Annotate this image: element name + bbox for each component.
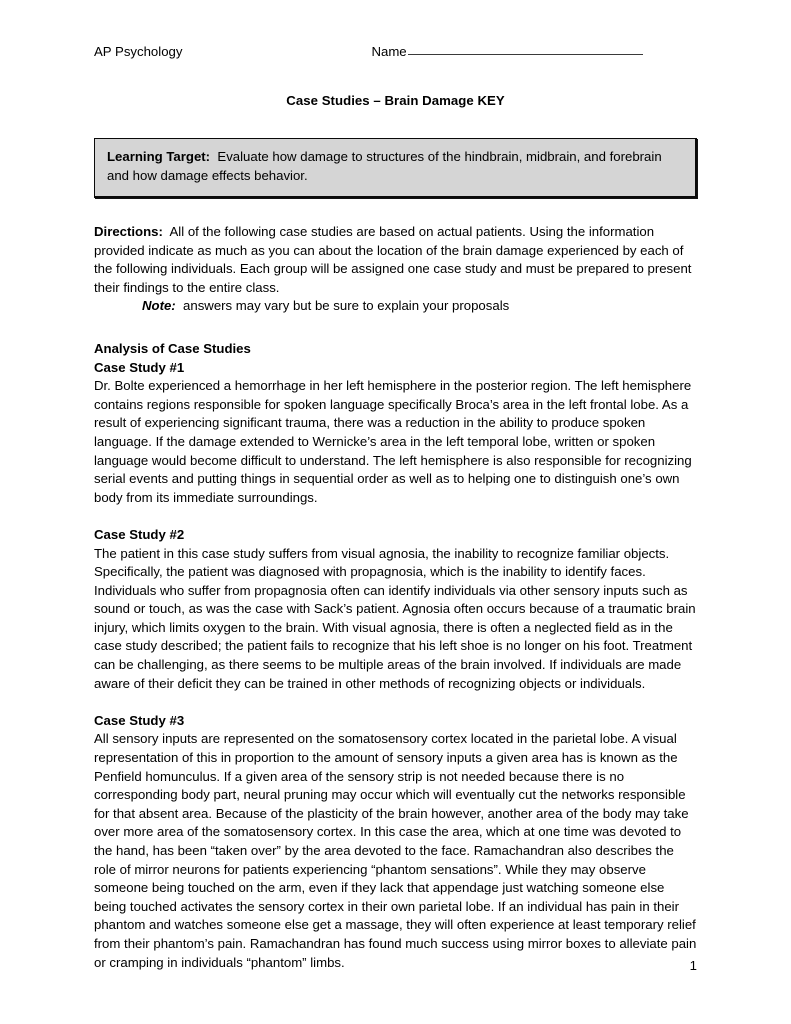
name-label: Name — [371, 44, 407, 59]
case-study-3-body: All sensory inputs are represented on the somatosensory cortex located in the parietal lobe. A visual representation of this in proportion to the amount of sensory inputs a given area has is known as the Penfield homunculus. If a given area of the sensory strip is not needed because there is no corresponding body part, neural pruning may occur which will eventually cut the networks responsible for that absent area. Because of the plasticity of the brain however, another area of the body may take over more area of the somatosensory cortex. In this case the area, which at one time was devoted to the hand, has been “taken over” by the area devoted to the face. Ramachandran also describes the role of mirror neurons for patients experiencing “phantom sensations”. While they may observe someone being touched on the arm, even if they lack that appendage just watching someone else being touched activates the sensory cortex in their own parietal lobe. If an individual has pain in their phantom and watches someone else get a massage, they will often experience at least temporary relief from their phantom’s pain. Ramachandran has found much success using mirror boxes to alleviate pain or cramping in individuals “phantom” limbs. — [94, 731, 697, 970]
case-study-2-heading: Case Study #2 — [94, 526, 185, 542]
directions-block — [94, 223, 697, 316]
learning-target-label: Learning Target: — [107, 149, 211, 164]
analysis-heading: Analysis of Case Studies — [94, 340, 251, 356]
case-study-2-body: The patient in this case study suffers from visual agnosia, the inability to recognize familiar objects. Specifically, the patient was diagnosed with propagnosia, which is the inability to identify faces. Individuals who suffer from propagnosia often can identify individuals via other sensory inputs such as sound or touch, as was the case with Sack’s patient. Agnosia often occurs because of a traumatic brain injury, which limits oxygen to the brain. With visual agnosia, there is often a neglected field as in the case study described; the patient fails to recognize that his left shoe is no longer on his foot. Treatment can be challenging, as there seems to be multiple areas of the brain involved. If individuals are made aware of their deficit they can be trained in other methods of recognizing objects or individuals. — [94, 545, 696, 691]
case-study-3-heading: Case Study #3 — [94, 712, 185, 728]
directions-label: Directions: — [94, 224, 163, 239]
page-number: 1 — [689, 958, 697, 973]
directions-text: All of the following case studies are based on actual patients. Using the information provided indicate as much as you can about the location of the brain damage experienced by each of the following individuals. Each group will be assigned one case study and must be prepared to present their findings to the entire class. — [94, 224, 692, 295]
name-field-group — [371, 44, 642, 60]
name-blank-line — [408, 54, 643, 55]
learning-target-callout — [94, 138, 697, 198]
directions-spacer — [163, 224, 170, 239]
document-header — [94, 44, 697, 64]
note-label: Note: — [142, 298, 176, 314]
course-label: AP Psychology — [94, 44, 183, 59]
case-study-1-heading: Case Study #1 — [94, 359, 185, 375]
note-spacer — [176, 298, 183, 313]
page-title: Case Studies – Brain Damage KEY — [286, 93, 505, 108]
directions-note — [94, 297, 697, 316]
learning-target-text: Evaluate how damage to structures of the hindbrain, midbrain, and forebrain and how damage effects behavior. — [107, 149, 662, 183]
note-text: answers may vary but be sure to explain your proposals — [183, 298, 510, 314]
case-study-1-body: Dr. Bolte experienced a hemorrhage in her left hemisphere in the posterior region. The left hemisphere contains regions responsible for spoken language specifically Broca’s area in the left frontal lobe. As a result of experiencing significant trauma, there was a reduction in the ability to produce spoken language. If the damage extended to Wernicke’s area in the left temporal lobe, written or spoken language would become difficult to understand. The left hemisphere is also responsible for recognizing serial events and putting things in sequential order as well as to helping one to distinguish one’s own body from its immediate surroundings. — [94, 378, 692, 505]
